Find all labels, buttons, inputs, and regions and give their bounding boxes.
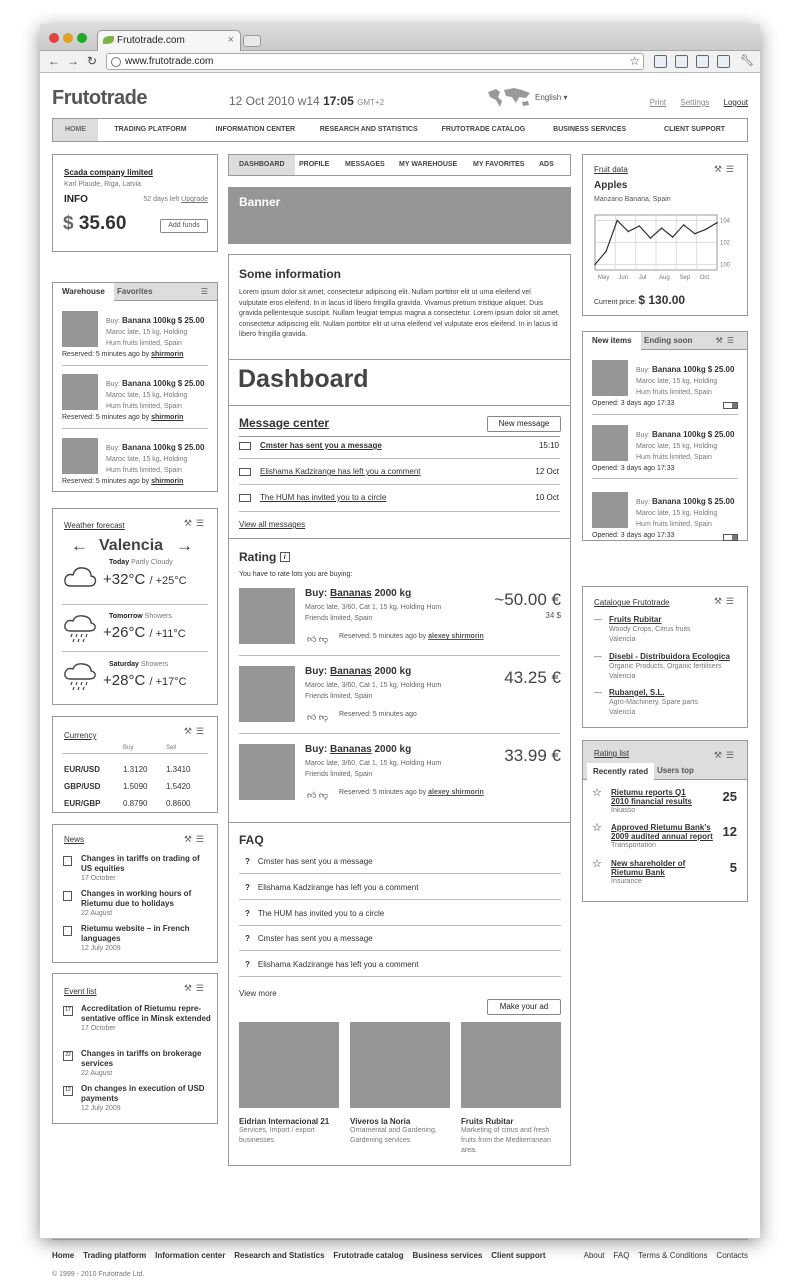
arrow-right-icon[interactable]: →: [176, 536, 193, 555]
price-point: [627, 231, 629, 233]
chevron-down-icon: ▾: [563, 93, 568, 102]
thumbs-up-down-icon[interactable]: 👍︎ 👎︎: [307, 634, 329, 644]
footer-links: [52, 1251, 545, 1260]
address-bar[interactable]: [106, 53, 644, 70]
sell-rates: 1.3410 1.5420 0.8600: [166, 765, 191, 808]
x-tick-label: Jun: [618, 275, 629, 281]
user-link[interactable]: shirmorin: [151, 351, 184, 358]
make-your-ad-button[interactable]: Make your ad: [487, 999, 561, 1015]
widget-tools-icon[interactable]: ⚒☰: [713, 750, 738, 760]
price-point: [594, 264, 596, 266]
star-icon[interactable]: ☆: [592, 787, 602, 799]
info-body: Lorem ipsum dolor sit amet, consectetur adipiscing elit. Nullam porttitor elit ut urna eleifend vel vulputate eros eleifend. In in lacus id libero fringilla gravida. Vivamus pretium tristique aliquet. Duis gravida pellentesque suscipit. Nullam feugiat tempus magna a consectetur. Lorem ipsum dolor sit amet, consectetur adipiscing elit. Nullam porttitor elit ut urna eleifend vel vulputate eros eleifend. In in lacus id libero fringilla gravida.: [239, 289, 560, 338]
info-title: Some information: [239, 267, 342, 281]
ad-card[interactable]: Eidrian Internacional 21 Services, Import / export businesses: [239, 1117, 330, 1144]
price-point: [605, 251, 607, 253]
calendar-icon: 22: [63, 1051, 73, 1061]
nav-trading-platform[interactable]: TRADING PLATFORM: [114, 126, 187, 133]
footer-link[interactable]: Contacts: [716, 1251, 748, 1260]
add-funds-button[interactable]: Add funds: [160, 219, 208, 233]
ad-image[interactable]: [461, 1022, 561, 1108]
nav-frutotrade-catalog[interactable]: FRUTOTRADE CATALOG: [441, 126, 526, 133]
product-image: [592, 492, 628, 528]
extension-icon[interactable]: [675, 55, 688, 68]
tab-new-items[interactable]: New items: [583, 332, 641, 350]
bookmark-star-icon[interactable]: ☆: [629, 54, 640, 68]
product-image: [592, 425, 628, 461]
rating-subtitle: You have to rate lots you are buying:: [239, 571, 353, 578]
browser-tab[interactable]: [97, 30, 241, 51]
extension-icon[interactable]: [717, 55, 730, 68]
rating-list-title[interactable]: Rating list: [594, 749, 630, 758]
y-tick-label: 104: [720, 218, 731, 225]
new-items-panel: New items Ending soon ⚒☰ Buy: Banana 100kg $ 25.00 Maroc late, 15 kg, Holding Hum fruits limited, Spain Opened: 3 days ago 17:33 Buy: Banana 100kg $ 25.00 Maroc late, 15 kg, Holding Hum fruits limited, Spain Opened: 3 days ago 17:33 Buy: Banana 100kg $ 25.00 Maroc late, 15 kg, Holding Hum fruits limited, Spain Opened: 3 days ago 17:33: [582, 331, 748, 541]
y-tick-label: 102: [720, 240, 731, 247]
ad-card[interactable]: Viveros la Noria Ornamental and Gardening, Gardening services: [350, 1117, 437, 1144]
user-link[interactable]: alexey shirmorin: [428, 789, 484, 796]
faq-item[interactable]: ? Cmster has sent you a message: [239, 926, 561, 951]
info-icon[interactable]: i: [280, 552, 290, 562]
new-tab-button[interactable]: [243, 35, 261, 47]
dashboard-title: Dashboard: [238, 365, 369, 393]
widget-tools-icon[interactable]: ⚒☰: [713, 164, 738, 174]
tab-ending-soon[interactable]: Ending soon: [644, 336, 693, 345]
footer-link[interactable]: Business services: [412, 1251, 483, 1260]
widget-tools-icon[interactable]: ⚒☰: [713, 596, 738, 606]
upgrade-link[interactable]: Upgrade: [181, 196, 208, 203]
close-window-button[interactable]: [49, 33, 59, 43]
footer-link[interactable]: Home: [52, 1251, 75, 1260]
account-panel: [52, 154, 218, 252]
nav-business-services[interactable]: BUSINESS SERVICES: [553, 126, 627, 133]
message-center-title[interactable]: Message center: [239, 416, 330, 430]
subnav-dashboard[interactable]: DASHBOARD: [229, 155, 295, 175]
envelope-icon: [239, 442, 251, 450]
user-link[interactable]: alexey shirmorin: [428, 633, 484, 640]
catalogue-title[interactable]: Catalogue Frutotrade: [594, 598, 670, 607]
product-image: [239, 588, 295, 644]
price-point: [716, 222, 718, 224]
y-tick-label: 100: [720, 262, 731, 269]
user-link[interactable]: shirmorin: [151, 414, 184, 421]
close-tab-icon[interactable]: ×: [227, 34, 234, 46]
arrow-left-icon[interactable]: ←: [71, 536, 88, 555]
price-point: [705, 229, 707, 231]
x-tick-label: Aug: [659, 275, 670, 281]
print-link[interactable]: Print: [649, 98, 667, 107]
envelope-icon: [239, 468, 251, 476]
currency-panel: Currency ⚒☰ Buy Sell EUR/USD GBP/USD EUR/GBP 1.3120 1.5090 0.8790 1.3410 1.5420 0.8600: [52, 716, 218, 813]
settings-link[interactable]: Settings: [680, 98, 710, 107]
account-person: Karl Plaude, Riga, Latvia: [64, 181, 142, 188]
dashboard-panel: Some information Lorem ipsum dolor sit amet, consectetur adipiscing elit. Nullam porttitor elit ut urna eleifend vel vulputate eros eleifend. In in lacus id libero fringilla gravida. Vivamus pretium tristique aliquet. Duis gravida pellentesque suscipit. Nullam feugiat tempus magna a consectetur. Lorem ipsum dolor sit amet, consectetur adipiscing elit. Nullam porttitor elit ut urna eleifend vel vulputate eros eleifend. In in lacus id libero fringilla gravida. Dashboard Message center New message Cmster has sent you a message 15:10 Elishama Kadzirange has left you a comment 12 Oct The HUM has invited you to a circle 10 Oct View all messages Rating i You have to rate lots you are buying: Buy: Bananas 2000 kg Maroc late, 3/60, Cat 1, 15 kg, Holding Hum Friends limited, Spain ~50.00 € 34 $ 👍︎ 👎︎ Reserved: 5 minutes ago by alexey shirmorin Buy: Bananas 2000 kg Maroc late, 3/60, Cat 1, 15 kg, Holding Hum Friends limited, Spain 43.25 € 👍︎ 👎︎ Reserved: 5 minutes ago Buy: Bananas 2000 kg Maroc late, 3/60, Cat 1, 15 kg, Holding Hum Friends limited, Spain 33.99 € 👍︎ 👎︎ Reserved: 5 minutes ago by alexey shirmorin FAQ ? Cmster has sent you a message ? Elishama Kadzirange has left you a comment ? The HUM has invited you to a circle ? Cmster has sent you a message ? Elishama Kadzirange has left you a comment View more Make your ad Eidrian Internacional 21 Services, Import / export businesses Viveros la Noria Ornamental and Gardening, Gardening services Fruits Rubitar Marketing of citrus and fresh fruits from the Mediterranean area.: [228, 254, 571, 1166]
event-list-panel: Event list ⚒☰ 17 Accreditation of Rietumu repre-sentative office in Minsk extended 17 October 22 Changes in tariffs on brokerage services 22 August 12 On changes in execution of USD payments 12 July 2009: [52, 973, 218, 1124]
document-icon: [63, 891, 72, 901]
footer-link[interactable]: Trading platform: [83, 1251, 147, 1260]
footer-link[interactable]: About: [583, 1251, 605, 1260]
event-list-title[interactable]: Event list: [64, 987, 97, 996]
star-icon[interactable]: ☆: [592, 822, 602, 834]
price-point: [672, 236, 674, 238]
logout-link[interactable]: Logout: [723, 98, 748, 107]
footer-link[interactable]: FAQ: [613, 1251, 630, 1260]
main-navigation: [52, 118, 748, 142]
nav-client-support[interactable]: CLIENT SUPPORT: [664, 126, 726, 133]
page-content: [40, 74, 760, 1278]
product-image: [62, 438, 98, 474]
new-items-tabs: [583, 332, 747, 350]
world-map-icon: [486, 86, 532, 108]
faq-item[interactable]: ? Elishama Kadzirange has left you a comment: [239, 875, 561, 900]
site-favicon-icon: [103, 36, 114, 44]
price-point: [616, 220, 618, 222]
tab-title: Frutotrade.com: [117, 35, 185, 46]
faq-title: FAQ: [239, 833, 264, 847]
info-label: INFO: [64, 194, 88, 205]
product-image: [592, 360, 628, 396]
url-text: www.frutotrade.com: [125, 56, 214, 67]
thumbs-up-down-icon[interactable]: 👍︎ 👎︎: [307, 712, 329, 722]
forward-icon[interactable]: →: [67, 54, 79, 68]
faq-item[interactable]: ? Elishama Kadzirange has left you a comment: [239, 952, 561, 977]
fruit-origin: Manzano Banana, Spain: [594, 196, 671, 203]
product-image: [239, 744, 295, 800]
faq-item[interactable]: ? The HUM has invited you to a circle: [239, 901, 561, 926]
fruit-data-panel: [582, 154, 748, 316]
minimize-window-button[interactable]: [63, 33, 73, 43]
rating-price: ~50.00 €: [494, 590, 561, 609]
balance: $ 35.60: [63, 213, 127, 234]
rating-item[interactable]: Buy: Bananas 2000 kg Maroc late, 3/60, Cat 1, 15 kg, Holding Hum Friends limited, Spain 43.25 € 👍︎ 👎︎ Reserved: 5 minutes ago: [239, 666, 561, 726]
user-link[interactable]: shirmorin: [151, 478, 184, 485]
footer-link[interactable]: Terms & Conditions: [638, 1251, 708, 1260]
browser-toolbar: [40, 51, 760, 73]
product-image: [62, 311, 98, 347]
footer-link[interactable]: Client support: [491, 1251, 546, 1260]
footer-link[interactable]: Frutotrade catalog: [333, 1251, 404, 1260]
ad-card[interactable]: Fruits Rubitar Marketing of citrus and fresh fruits from the Mediterranean area.: [461, 1117, 551, 1154]
footer-link[interactable]: Information center: [155, 1251, 226, 1260]
subnav-ads[interactable]: ADS: [539, 161, 554, 168]
fruit-data-title[interactable]: Fruit data: [594, 165, 628, 174]
days-left: 52 days left Upgrade: [143, 196, 208, 203]
currency-title[interactable]: Currency: [64, 731, 97, 740]
x-tick-label: Sep: [679, 275, 691, 281]
view-all-messages-link[interactable]: View all messages: [239, 520, 306, 529]
nav-home[interactable]: HOME: [53, 119, 98, 141]
progress-icon: [723, 402, 738, 409]
extension-icon[interactable]: [696, 55, 709, 68]
menu-icon[interactable]: ☰: [200, 287, 208, 296]
weather-panel: Weather forecast ⚒☰ ← Valencia → Today Partly Cloudy +32°C / +25°C Tomorrow Showers +26°C / +11°C Saturday Showers +28°C / +17°C: [52, 508, 218, 705]
product-image: [62, 374, 98, 410]
weather-city: Valencia: [99, 537, 164, 554]
rating-list-panel: Rating list ⚒☰ Recently rated Users top ☆ Rietumu reports Q1 2010 financial results Inkasso 25 ☆ Approved Rietumu Bank's 2009 audited annual report Transportation 12 ☆ New shareholder of Rietumu Bank Insurance 5: [582, 740, 748, 902]
calendar-icon: 12: [63, 1086, 73, 1096]
ad-image[interactable]: [239, 1022, 339, 1108]
x-tick-label: Jul: [638, 275, 647, 281]
tab-bar: [40, 24, 760, 51]
cloud-icon: [63, 564, 97, 590]
current-price: Current price: $ 130.00: [594, 293, 686, 307]
tab-warehouse[interactable]: Warehouse: [53, 283, 114, 301]
document-icon: [63, 926, 72, 936]
zoom-window-button[interactable]: [77, 33, 87, 43]
footer-right-links: [584, 1251, 748, 1260]
price-point: [639, 225, 641, 227]
widget-tools-icon[interactable]: ⚒☰: [715, 336, 738, 345]
progress-icon: [723, 534, 738, 541]
warehouse-panel: Warehouse Favorites ☰ Buy: Banana 100kg $ 25.00 Maroc late, 15 kg, Holding Hum fruits limited, Spain Reserved: 5 minutes ago by shirmorin Buy: Banana 100kg $ 25.00 Maroc late, 15 kg, Holding Hum fruits limited, Spain Reserved: 5 minutes ago by shirmorin Buy: Banana 100kg $ 25.00 Maroc late, 15 kg, Holding Hum fruits limited, Spain Reserved: 5 minutes ago by shirmorin: [52, 282, 218, 492]
star-icon[interactable]: ☆: [592, 858, 602, 870]
new-message-button[interactable]: New message: [487, 416, 561, 432]
rating-item[interactable]: Buy: Bananas 2000 kg Maroc late, 3/60, Cat 1, 15 kg, Holding Hum Friends limited, Spain 33.99 € 👍︎ 👎︎ Reserved: 5 minutes ago by alexey shirmorin: [239, 744, 561, 804]
price-chart: [591, 210, 741, 285]
widget-tools-icon[interactable]: ⚒☰: [183, 983, 208, 993]
copyright: © 1999 - 2010 Frutotrade Ltd.: [52, 1271, 145, 1278]
subnav-my-warehouse[interactable]: MY WAREHOUSE: [399, 161, 458, 168]
news-panel: News ⚒☰ Changes in tariffs on trading of US equities 17 October Changes in working hours of Rietumu due to holidays 22 August Rietumu website – in French languages 12 July 2009: [52, 824, 218, 963]
widget-tools-icon[interactable]: ⚒☰: [183, 726, 208, 736]
company-name[interactable]: Scada company limited: [64, 168, 153, 177]
banner[interactable]: Banner: [228, 187, 571, 244]
rain-icon: [63, 663, 97, 691]
utility-links: [638, 98, 748, 107]
document-icon: [63, 856, 72, 866]
rating-item[interactable]: Buy: Bananas 2000 kg Maroc late, 3/60, Cat 1, 15 kg, Holding Hum Friends limited, Spain ~50.00 € 34 $ 👍︎ 👎︎ Reserved: 5 minutes ago by alexey shirmorin: [239, 588, 561, 648]
calendar-icon: 17: [63, 1006, 73, 1016]
faq-item[interactable]: ? Cmster has sent you a message: [239, 849, 561, 874]
rating-title: Rating i: [239, 550, 290, 564]
thumbs-up-down-icon[interactable]: 👍︎ 👎︎: [307, 790, 329, 800]
product-image: [239, 666, 295, 722]
x-tick-label: Oct: [699, 275, 710, 281]
warehouse-tabs: [53, 283, 217, 301]
subnav-my-favorites[interactable]: MY FAVORITES: [473, 161, 525, 168]
back-icon[interactable]: ←: [48, 54, 60, 68]
price-point: [661, 227, 663, 229]
weather-title[interactable]: Weather forecast: [64, 521, 125, 530]
view-more-link[interactable]: View more: [239, 989, 277, 998]
tab-favorites[interactable]: Favorites: [117, 287, 153, 296]
nav-research-statistics[interactable]: RESEARCH AND STATISTICS: [319, 126, 418, 133]
footer: [52, 1239, 748, 1278]
nav-information-center[interactable]: INFORMATION CENTER: [215, 126, 296, 133]
price-point: [650, 237, 652, 239]
widget-tools-icon[interactable]: ⚒☰: [183, 518, 208, 528]
tab-recently-rated[interactable]: Recently rated: [587, 763, 654, 781]
buy-rates: 1.3120 1.5090 0.8790: [123, 765, 148, 808]
tab-users-top[interactable]: Users top: [657, 766, 694, 775]
subnav-profile[interactable]: PROFILE: [299, 161, 330, 168]
x-tick-label: May: [598, 275, 610, 281]
rating-price: 43.25 €: [504, 668, 561, 687]
news-title[interactable]: News: [64, 835, 85, 844]
wrench-icon[interactable]: 🔧︎: [740, 55, 754, 67]
envelope-icon: [239, 494, 251, 502]
currency-pairs: EUR/USD GBP/USD EUR/GBP: [64, 765, 101, 808]
language-select[interactable]: English ▾: [535, 93, 568, 102]
sub-navigation: [228, 154, 571, 176]
extension-icon[interactable]: [654, 55, 667, 68]
site-logo[interactable]: Frutotrade: [52, 87, 147, 109]
fruit-name: Apples: [594, 180, 628, 191]
globe-icon: [111, 57, 121, 67]
price-point: [694, 233, 696, 235]
price-point: [683, 224, 685, 226]
footer-link[interactable]: Research and Statistics: [234, 1251, 325, 1260]
date-time: 12 Oct 2010 w14 17:05 GMT+2: [229, 94, 385, 108]
rating-price: 33.99 €: [504, 746, 561, 765]
reload-icon[interactable]: ↻: [87, 54, 98, 68]
browser-window: [40, 24, 760, 1278]
subnav-messages[interactable]: MESSAGES: [345, 161, 385, 168]
catalogue-panel: Catalogue Frutotrade ⚒☰ — Fruits Rubitar Woody Crops, Citrus fruits Valencia — Disebi - Distribuidora Ecologica Organic Products, Organic fertilisers Valencia — Rubangel, S.L. Agro-Machinery, Spare parts Valencia: [582, 586, 748, 728]
widget-tools-icon[interactable]: ⚒☰: [183, 834, 208, 844]
ad-image[interactable]: [350, 1022, 450, 1108]
rain-icon: [63, 615, 97, 643]
